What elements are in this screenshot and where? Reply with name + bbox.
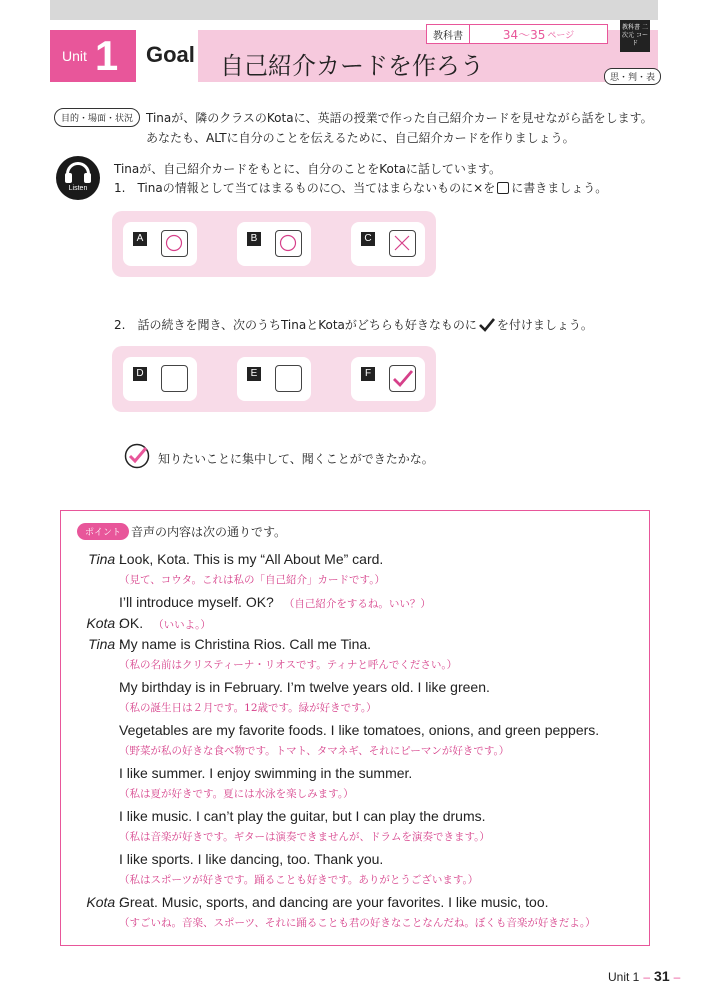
dialogue-translation: （自己紹介をするね。いい？） <box>283 598 431 610</box>
intro-line-2: あなたも、ALTに自分のことを伝えるために、自己紹介カードを作りましょう。 <box>146 131 575 145</box>
answer-letter: C <box>361 232 375 246</box>
answer-box-c[interactable] <box>389 230 416 257</box>
dialogue-english: Vegetables are my favorite foods. I like tomatoes, onions, and green peppers. <box>119 722 600 738</box>
textbook-pages-suffix: ページ <box>547 30 575 41</box>
answer-box-a[interactable] <box>161 230 188 257</box>
self-check-text: 知りたいことに集中して、聞くことができたかな。 <box>158 452 434 466</box>
page-footer: Unit 1 – 31 – <box>608 968 681 984</box>
point-box <box>60 510 650 946</box>
circle-mark-icon <box>276 231 303 258</box>
dialogue-english: My birthday is in February. I’m twelve years old. I like green. <box>119 679 490 695</box>
dialogue-english: Great. Music, sports, and dancing are your favorites. I like music, too. <box>119 894 549 910</box>
answer-letter: F <box>361 367 375 381</box>
answer-letter: E <box>247 367 261 381</box>
goal-label: Goal <box>146 42 195 67</box>
answer-area-1 <box>112 211 436 277</box>
answer-card-a <box>123 222 197 266</box>
circle-mark-icon <box>162 231 189 258</box>
answer-box-b[interactable] <box>275 230 302 257</box>
speaker-label: Kota : <box>86 615 123 631</box>
dialogue-translation: （見て、コウタ。これは私の「自己紹介」カードです。） <box>119 574 385 586</box>
checkmark-icon <box>390 366 417 393</box>
unit-word: Unit <box>62 48 87 64</box>
dialogue-english: I like music. I can’t play the guitar, but I can play the drums. <box>119 808 486 824</box>
checkmark-icon <box>479 318 495 332</box>
speaker-label: Kota : <box>86 894 123 910</box>
answer-card-b <box>237 222 311 266</box>
intro-text <box>146 108 676 148</box>
answer-box-d[interactable] <box>161 365 188 392</box>
answer-letter: B <box>247 232 261 246</box>
dialogue-translation: （私は夏が好きです。夏には水泳を楽しみます。） <box>119 788 354 800</box>
question-2-text: 2. 話の続きを聞き、次のうちTinaとKotaがどちらも好きなものに <box>114 318 477 332</box>
dialogue-translation: （私は音楽が好きです。ギターは演奏できませんが、ドラムを演奏できます。） <box>119 831 490 843</box>
answer-area-2 <box>112 346 436 412</box>
page-number: 31 <box>654 968 670 984</box>
evaluation-tag: 思・判・表 <box>604 68 661 85</box>
answer-card-d <box>123 357 197 401</box>
intro-line-1: Tinaが、隣のクラスのKotaに、英語の授業で作った自己紹介カードを見せながら話をします。 <box>146 111 653 125</box>
dialogue-translation: （すごいね。音楽、スポーツ、それに踊ることも君の好きなことなんだね。ぼくも音楽が好きだよ。） <box>119 917 596 929</box>
purpose-tag: 目的・場面・状況 <box>54 108 140 127</box>
unit-number: 1 <box>94 32 119 79</box>
answer-card-f <box>351 357 425 401</box>
dialogue-translation: （野菜が私の好きな食べ物です。トマト、タマネギ、それにピーマンが好きです。） <box>119 745 510 757</box>
point-text: 音声の内容は次の通りです。 <box>131 525 287 539</box>
dialogue-translation: （私はスポーツが好きです。踊ることも好きです。ありがとうございます。） <box>119 874 479 886</box>
dialogue-english: OK. <box>119 615 144 631</box>
dialogue-english: My name is Christina Rios. Call me Tina. <box>119 636 372 652</box>
question-1-text-end: に書きましょう。 <box>511 181 608 195</box>
question-2-text-end: を付けましょう。 <box>496 318 593 332</box>
question-1 <box>114 179 607 196</box>
textbook-reference <box>426 24 608 44</box>
speaker-label: Tina : <box>88 551 123 567</box>
headphones-icon <box>56 156 100 200</box>
top-band <box>50 0 658 20</box>
textbook-pages-range: 34〜35 <box>502 27 546 42</box>
dialogue-english: I’ll introduce myself. OK? <box>119 594 274 610</box>
dialogue-english-with-translation <box>119 594 431 611</box>
listen-label: Listen <box>68 185 88 192</box>
dialogue-english: Look, Kota. This is my “All About Me” card. <box>119 551 384 567</box>
dialogue-english-with-translation <box>119 615 211 632</box>
dialogue-english: I like sports. I like dancing, too. Thank you. <box>119 851 384 867</box>
answer-letter: A <box>133 232 147 246</box>
page-title: 自己紹介カードを作ろう <box>220 52 484 80</box>
self-check-icon <box>124 443 150 469</box>
speaker-label: Tina : <box>88 636 123 652</box>
dialogue-translation: （私の名前はクリスティーナ・リオスです。ティナと呼んでください。） <box>119 659 458 671</box>
textbook-pages <box>470 25 607 43</box>
question-1-text: 1. Tinaの情報として当てはまるものに○、当てはまらないものに×を <box>114 181 496 195</box>
listen-instruction: Tinaが、自己紹介カードをもとに、自分のことをKotaに話しています。 <box>114 162 501 176</box>
point-tag: ポイント <box>77 523 129 540</box>
answer-card-e <box>237 357 311 401</box>
checkbox-icon <box>497 182 509 194</box>
dialogue-translation: （いいよ。） <box>153 619 211 631</box>
cross-mark-icon <box>390 231 417 258</box>
answer-card-c <box>351 222 425 266</box>
qr-code-label[interactable]: 教科書 二次元 コード <box>620 20 650 52</box>
footer-unit-label: Unit 1 <box>608 970 640 984</box>
dialogue-english: I like summer. I enjoy swimming in the summer. <box>119 765 413 781</box>
dialogue-translation: （私の誕生日は２月です。12歳です。緑が好きです。） <box>119 702 377 714</box>
textbook-label: 教科書 <box>427 25 470 43</box>
unit-badge <box>50 30 136 82</box>
answer-box-e[interactable] <box>275 365 302 392</box>
answer-letter: D <box>133 367 147 381</box>
question-2 <box>114 316 593 333</box>
answer-box-f[interactable] <box>389 365 416 392</box>
